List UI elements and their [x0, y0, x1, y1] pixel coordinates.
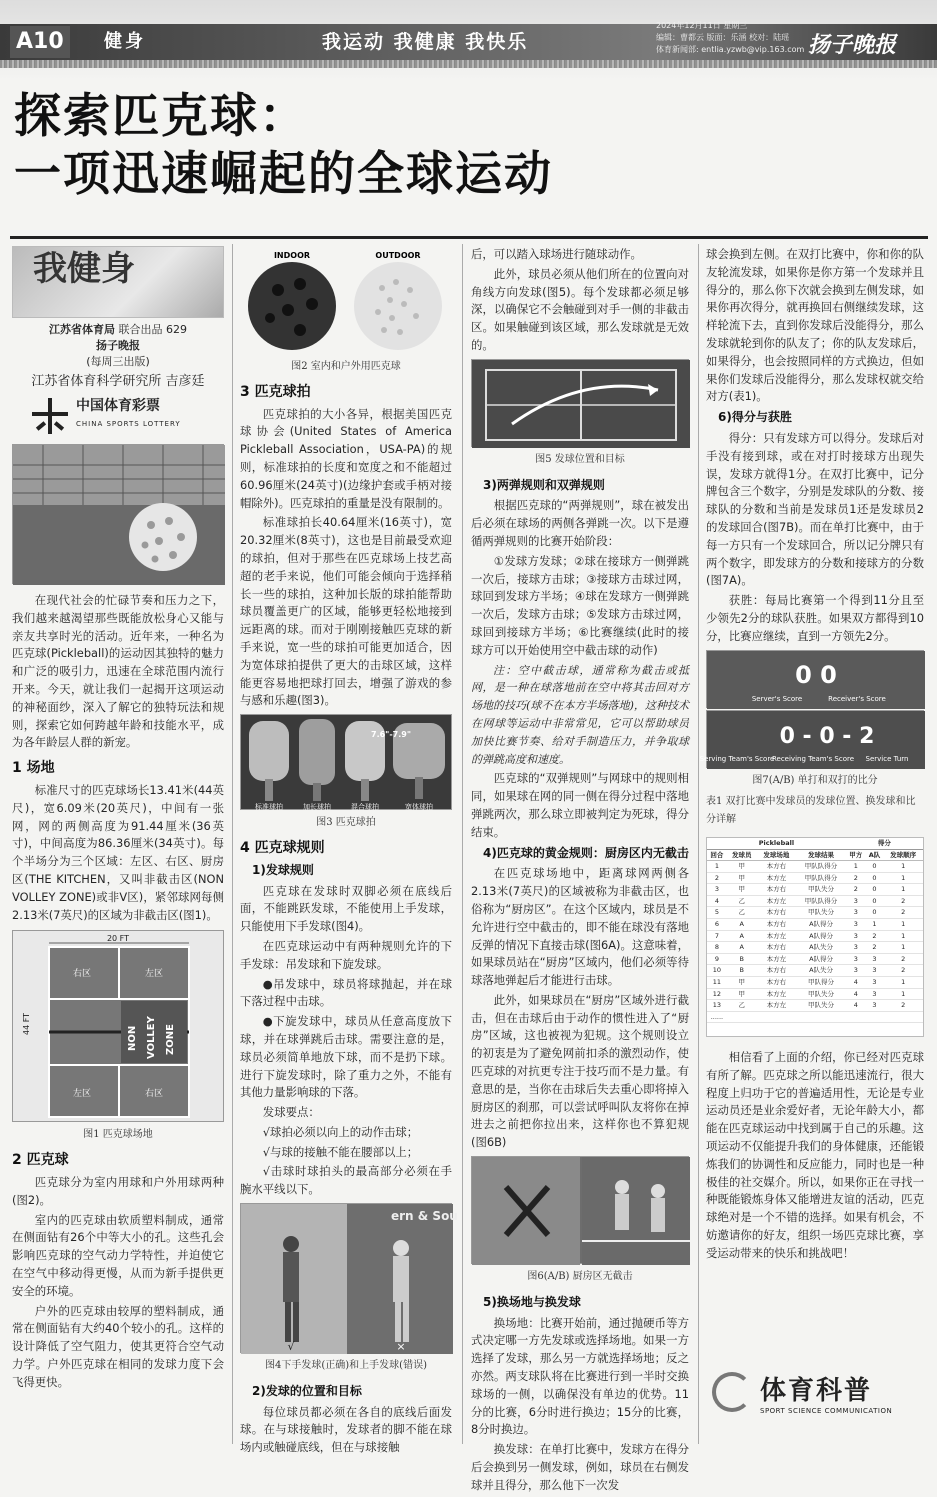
- court-label-left: 左区: [73, 1089, 92, 1100]
- section-1-title: 1 场地: [12, 760, 55, 777]
- table-row: [707, 872, 923, 884]
- rule-3-p2: ①发球方发球；②球在接球方一侧弹跳一次后，接球方击球；③接球方击球过网，球回到发球方半场；④球在发球方一侧弹跳一次后，发球方击球；⑤发球方击球过网，球回到接球方半场；⑥比赛继续(此时的接球方可以开始使用空中截击球的动作): [471, 553, 689, 657]
- table-cell: 本方左: [757, 1000, 797, 1012]
- rule-1-p7: √与球的接触不能在腰部以上；: [262, 1144, 419, 1159]
- rule-6-p1: 得分：只有发球方可以得分。发球后对手没有接到球，或在对打时接球方出现失误，发球方就得1分。在双打比赛中，记分牌包含三个数字，分别是发球队的分数、接球队的分数和当前是发球员1还是发球员2的发球回合(图7B)。而在单打比赛中，由于每一方只有一个发球回合，所以记分牌只有两个数字，即发球方的分数和接球方的分数(图7A)。: [706, 430, 924, 588]
- section-3-title: 3 匹克球拍: [240, 383, 311, 400]
- court-label-right: 右区: [145, 1089, 164, 1100]
- table-cell: 1: [883, 942, 923, 954]
- table-cell: 甲队队得分: [796, 861, 846, 873]
- singles-score: 0 0: [795, 660, 837, 689]
- rule-1-p3: ●吊发球中，球员将球抛起，并在球下落过程中击球。: [240, 976, 452, 1009]
- table-cell: 1: [707, 861, 727, 873]
- headline-line1: 探索匹克球：: [14, 89, 308, 144]
- author: 江苏省体育科学研究所 吉彦廷: [31, 374, 205, 389]
- doubles-score-middle: Receiving Team's Score: [771, 754, 855, 763]
- serve-photo-sign: ern & Sou: [391, 1209, 458, 1224]
- rule-2-p2: 此外，球员必须从他们所在的位置向对角线方向发球(图5)。每个发球都必须足够深，以确保它不会触碰到对手一侧的非截击区。如果触碰到该区域，那么发球就是无效的。: [471, 266, 689, 352]
- court-width-label: 20 FT: [106, 934, 130, 944]
- table-row: [707, 907, 923, 919]
- table-cell: A队得分: [796, 953, 846, 965]
- figure-4-caption: 图4下手发球(正确)和上手发球(错误): [265, 1360, 427, 1372]
- table-cell: 3: [846, 907, 866, 919]
- column-divider: [232, 244, 233, 1444]
- rule-1-p5: 发球要点：: [262, 1105, 320, 1120]
- table-cell: 2: [866, 942, 884, 954]
- sport-science-icon: [712, 1372, 752, 1412]
- table-cell: 甲队队得分: [796, 872, 846, 884]
- table-cell: 1: [883, 861, 923, 873]
- table-cell: 11: [707, 977, 727, 989]
- table-cell: 3: [846, 895, 866, 907]
- lottery-name-cn: 中国体育彩票: [76, 398, 160, 415]
- nvz-label-1: NON: [127, 1026, 138, 1052]
- figure-5-caption: 图5 发球位置和目标: [535, 453, 625, 465]
- table-cell: [757, 1011, 797, 1023]
- table-cell: 甲队失分: [796, 884, 846, 896]
- section-2-p2: 室内的匹克球由软质塑料制成，通常在侧面钻有26个中等大小的孔。这些孔会影响匹克球的空气动力学特性，并迫使它在空气中移动得更慢，从而为新手提供更安全的环境。: [12, 1212, 224, 1298]
- table-header-cell: 发球顺序: [883, 849, 923, 861]
- singles-score-right: Receiver's Score: [828, 694, 886, 703]
- table-header-cell: 发球员: [727, 849, 757, 861]
- table-cell: 1: [883, 884, 923, 896]
- table-cell: 12: [707, 988, 727, 1000]
- outro-paragraph: 相信看了上面的介绍，你已经对匹克球有所了解。匹克球之所以能迅速流行，很大程度上归功于它的普遍适用性，无论是专业运动员还是业余爱好者，无论年龄大小，都能在匹克球运动中找到属于自己的乐趣。这项运动不仅能提升我们的身体健康，还能锻炼我们的协调性和反应能力，同时也是一种极佳的社交媒介。所以，如果你正在寻找一种既能锻炼身体又能增进友谊的活动，匹克球绝对是一个不错的选择。如果有机会，不妨邀请你的好友，组织一场匹克球比赛，享受运动带来的快乐和挑战吧！: [706, 1049, 924, 1260]
- table-cell: A: [727, 919, 757, 931]
- figure-3-caption: 图3 匹克球拍: [316, 817, 376, 829]
- rule-1-p2: 在匹克球运动中有两种规则允许的下手发球：吊发球和下旋发球。: [240, 938, 452, 971]
- table-header-cell: 发球结果: [796, 849, 846, 861]
- newspaper-logo: 扬子晚报: [808, 32, 897, 58]
- table-row: [707, 965, 923, 977]
- serve-wrong-mark: ×: [396, 1340, 406, 1354]
- table-cell: 甲队失分: [796, 988, 846, 1000]
- table-row: [707, 977, 923, 989]
- table-cell: 本方右: [757, 884, 797, 896]
- section-2-title: 2 匹克球: [12, 1152, 69, 1169]
- table-cell: 本方左: [757, 895, 797, 907]
- rule-5-p2: 换发球：在单打比赛中，发球方在得分后会换到另一侧发球，例如，球员在右侧发球并且得分，那么他下一次发: [471, 1442, 689, 1492]
- table-row: [707, 861, 923, 873]
- brand-logo: [12, 246, 224, 318]
- table-cell: A: [727, 942, 757, 954]
- table-row: [707, 942, 923, 954]
- table-row: [707, 1000, 923, 1012]
- table-cell: 2: [883, 1000, 923, 1012]
- table-cell: 甲: [727, 872, 757, 884]
- editors: 编辑：曹都云 版面：乐涵 校对：陆瑶: [656, 33, 790, 42]
- table-cell: 本方右: [757, 965, 797, 977]
- table-cell: 甲: [727, 977, 757, 989]
- table-score-head: 得分: [846, 838, 923, 849]
- table-cell: 8: [707, 942, 727, 954]
- paddle-label-long: 加长球拍: [303, 803, 331, 812]
- outdoor-label: OUTDOOR: [375, 251, 421, 260]
- rule-5-p1: 换场地：比赛开始前，通过抛硬币等方式决定哪一方先发球或选择场地。如果一方选择了发球，那么另一方就选择场地；反之亦然。两支球队将在比赛进行到一半时交换球场的一侧，以确保没有单边的优势。11分的比赛，6分时进行换边；15分的比赛，8分时换边。: [471, 1315, 689, 1437]
- court-label-right: 右区: [73, 969, 92, 980]
- table-cell: 13: [707, 1000, 727, 1012]
- table-header-cell: 回合: [707, 849, 727, 861]
- table-cell: 本方左: [757, 930, 797, 942]
- table-cell: 1: [883, 872, 923, 884]
- intro-paragraph: 在现代社会的忙碌节奏和压力之下，我们越来越渴望那些既能放松身心又能与亲友共享时光的活动。近年来，一种名为匹克球(Pickleball)的运动因其独特的魅力和广泛的吸引力，迅速在全球范围内流行开来。今天，就让我们一起揭开这项运动的神秘面纱，深入了解它的独特玩法和规则，探索它如何跨越年龄和技能水平，成为各年龄层人群的新宠。: [12, 593, 224, 750]
- serve-correct-mark: √: [287, 1340, 295, 1354]
- column-4: [699, 246, 924, 1264]
- rule-2-title: 2)发球的位置和目标: [252, 1383, 362, 1398]
- table-row: [707, 884, 923, 896]
- table-cell: 9: [707, 953, 727, 965]
- serve-table: [706, 837, 924, 1037]
- kitchen-photos: [471, 1156, 689, 1264]
- table-cell: A队得分: [796, 930, 846, 942]
- issue-date: 2024年12月11日 星期三: [656, 21, 748, 30]
- singles-score-left: Server's Score: [751, 694, 803, 703]
- table-cell: 3: [846, 942, 866, 954]
- nvz-label-3: ZONE: [165, 1024, 176, 1056]
- rule-6-p2: 获胜：每局比赛第一个得到11分且至少领先2分的球队获胜。如果双方都得到10分，比赛应继续，直到一方领先2分。: [706, 593, 924, 643]
- doubles-score-photo: [699, 710, 924, 768]
- table-cell: 0: [866, 884, 884, 896]
- section-name: 健身: [104, 31, 146, 52]
- paddles-photo: [240, 714, 452, 810]
- column-1: [12, 246, 224, 1394]
- table-cell: B: [727, 965, 757, 977]
- sport-science-en: SPORT SCIENCE COMMUNICATION: [760, 1406, 893, 1415]
- edition-note: (每周三出版): [86, 355, 150, 368]
- table-cell: 7: [707, 930, 727, 942]
- paddle-label-wide: 宽体球拍: [405, 803, 433, 812]
- partners: [12, 322, 224, 370]
- table-cell: 乙: [727, 1000, 757, 1012]
- table-cell: 本方左: [757, 872, 797, 884]
- rule-5-continued: 球会换到左侧。在双打比赛中，你和你的队友轮流发球，如果你是你方第一个发球并且得分的，那么你下次就会换到左侧发球，如果你再次得分，就再换回右侧继续发球，这样轮流下去，直到你发球后没能得分，那么发球就轮到你的队友了；你的队友发球后，如果得分，也会按照同样的方式换边，但如果你们发球后没能得分，那么发球权就交给对方(表1)。: [706, 247, 924, 404]
- table-cell: 2: [883, 895, 923, 907]
- rule-4-title: 4)匹克球的黄金规则：厨房区内无截击: [483, 845, 689, 860]
- table-cell: 3: [846, 953, 866, 965]
- table-cell: 本方右: [757, 907, 797, 919]
- table-cell: 本方左: [757, 953, 797, 965]
- table-cell: 3: [707, 884, 727, 896]
- partner-sports-bureau: 江苏省体育局: [49, 323, 115, 336]
- rule-1-p4: ●下旋发球中，球员从任意高度放下球，并在球弹跳后击球。需要注意的是，球员必须简单地放下球，而不是扔下球。进行下旋发球时，除了重力之外，不能有其他力量影响球的下落。: [240, 1014, 452, 1100]
- table-cell: 4: [846, 988, 866, 1000]
- table-cell: 甲队失分: [796, 1000, 846, 1012]
- table-cell: 0: [866, 907, 884, 919]
- table-cell: 1: [846, 861, 866, 873]
- table-cell: 10: [707, 965, 727, 977]
- table-cell: 1: [883, 919, 923, 931]
- brand-title: 我健身: [33, 249, 135, 289]
- table-cell: 本方左: [757, 988, 797, 1000]
- indoor-label: INDOOR: [273, 251, 311, 260]
- section-4-title: 4 匹克球规则: [240, 839, 325, 856]
- table-cell: 3: [846, 919, 866, 931]
- lottery-logo: [32, 394, 224, 438]
- table-cell: 1: [883, 977, 923, 989]
- headline: [14, 88, 553, 204]
- singles-score-photo: [706, 650, 924, 708]
- table-cell: 3: [866, 977, 884, 989]
- headline-line2: 一项迅速崛起的全球运动: [14, 147, 553, 202]
- table-cell: 3: [846, 965, 866, 977]
- table-cell: 本方右: [757, 977, 797, 989]
- table-cell: [846, 1011, 866, 1023]
- rule-2-continued: 后，可以踏入球场进行随球动作。: [471, 247, 642, 261]
- table-cell: 本方右: [757, 919, 797, 931]
- table-cell: 2: [866, 930, 884, 942]
- figure-2-caption: 图2 室内和户外用匹克球: [291, 361, 401, 372]
- table-header-cell: A队: [866, 849, 884, 861]
- table-row: [707, 988, 923, 1000]
- table-cell: 2: [846, 884, 866, 896]
- table-cell: 2: [883, 965, 923, 977]
- table-cell: 2: [883, 907, 923, 919]
- table-row: [707, 895, 923, 907]
- doubles-score-right: Service Turn: [865, 754, 909, 763]
- court-label-left: 左区: [145, 969, 164, 980]
- rule-1-p1: 匹克球在发球时双脚必须在底线后面，不能跳跃发球，不能使用上手发球，只能使用下手发球(图4)。: [240, 883, 452, 934]
- table-cell: 甲队得分: [796, 977, 846, 989]
- serve-target-photo: [471, 359, 689, 447]
- table-cell: 4: [846, 1000, 866, 1012]
- section-2-p3: 户外的匹克球由较厚的塑料制成，通常在侧面钻有大约40个较小的孔。这样的设计降低了空气阻力，使其更符合空气动力学。户外匹克球在相同的发球力度下会飞得更快。: [12, 1303, 224, 1389]
- table-cell: 2: [883, 953, 923, 965]
- table-title: Pickleball: [707, 838, 846, 849]
- lottery-star-icon: [32, 398, 68, 434]
- court-length-label: 44 FT: [22, 1013, 31, 1036]
- slogan: 我运动 我健康 我快乐: [322, 31, 529, 53]
- table-cell: 6: [707, 919, 727, 931]
- table-row: [707, 919, 923, 931]
- partner-newspaper: 扬子晚报: [96, 339, 140, 352]
- table-header-cell: 甲方: [846, 849, 866, 861]
- email: 体育新闻部: entlia.yzwb@vip.163.com: [656, 45, 805, 54]
- doubles-score-left: Serving Team's Score: [699, 754, 775, 763]
- rule-1-title: 1)发球规则: [252, 862, 314, 877]
- section-3-p1: 匹克球拍的大小各异，根据美国匹克球协会(United States of America Pickleball Association，USA-PA)的规则，标准球拍的长度和宽度之和不能超过60.96厘米(24英寸)(边缘护套或手柄对接帽除外)。匹克球拍的重量是没有限制的。: [240, 406, 452, 510]
- rule-6-title: 6)得分与获胜: [718, 410, 792, 425]
- doubles-score: 0 - 0 - 2: [779, 723, 875, 749]
- table-cell: A: [727, 930, 757, 942]
- table-cell: 3: [866, 953, 884, 965]
- sport-science-cn: 体育科普: [760, 1375, 873, 1406]
- table-cell: [727, 1011, 757, 1023]
- rule-1-p6: √球拍必须以向上的动作击球；: [262, 1124, 419, 1139]
- table-cell: 3: [846, 930, 866, 942]
- nvz-label-2: VOLLEY: [146, 1016, 157, 1060]
- table-cell: 乙: [727, 907, 757, 919]
- court-diagram: [12, 930, 224, 1122]
- column-3: [471, 246, 689, 1497]
- rule-4-p2: 此外，如果球员在“厨房”区域外进行截击，但在击球后由于动作的惯性进入了“厨房”区域，这也被视为犯规。这个规则设立的初衷是为了避免网前扣杀的激烈动作，使匹克球的对抗更专注于技巧而不是力量。有意思的是，当你在击球后失去重心即将掉入厨房区的刹那，可以尝试呼叫队友将你在掉进去之前把你拉出来，这样你也不算犯规(图6B): [471, 992, 689, 1150]
- table-cell: 4: [707, 895, 727, 907]
- table-header-cell: 发球场地: [757, 849, 797, 861]
- rule-5-title: 5)换场地与换发球: [483, 1294, 581, 1309]
- indoor-outdoor-balls: [240, 246, 452, 354]
- table-cell: 2: [846, 872, 866, 884]
- table-cell: 甲: [727, 988, 757, 1000]
- pickleball-photo: [12, 444, 224, 584]
- table-cell: A队得分: [796, 919, 846, 931]
- table-cell: 乙: [727, 895, 757, 907]
- rule-3-title: 3)两弹规则和双弹规则: [483, 477, 605, 492]
- table-cell: 0: [866, 895, 884, 907]
- table-cell: A队失分: [796, 965, 846, 977]
- table-cell: 甲: [727, 861, 757, 873]
- section-2-p1: 匹克球分为室内用球和户外用球两种(图2)。: [12, 1174, 224, 1207]
- table-cell: 0: [866, 861, 884, 873]
- table-cell: 3: [866, 988, 884, 1000]
- rule-3-p3: 匹克球的“双弹规则”与网球中的规则相同，如果球在网的同一侧在得分过程中落地弹跳两次，那么球立即被判定为死球，得分结束。: [471, 771, 689, 839]
- table-cell: 1: [883, 988, 923, 1000]
- serve-photos: [240, 1203, 458, 1354]
- paddle-label-standard: 标准球拍: [255, 803, 283, 812]
- table-row: [707, 1011, 923, 1023]
- rule-1-p8: √击球时球拍头的最高部分必须在手腕水平线以下。: [240, 1164, 452, 1197]
- table-cell: 2: [707, 872, 727, 884]
- table-cell: 0: [866, 872, 884, 884]
- column-divider: [698, 244, 699, 1444]
- section-3-p2: 标准球拍长40.64厘米(16英寸)，宽20.32厘米(8英寸)，这也是目前最受欢迎的球拍，但对于那些在匹克球场上技艺高超的老手来说，他们可能会倾向于选择稍长一些的球拍，这种加长版的球拍能帮助球员覆盖更广的区域，能够更轻松地接到远距离的球。而对于刚刚接触匹克球的新手来说，宽一些的球拍可能更加适合，因为宽体球拍提供了更大的击球区域，这样能更容易地把球打回去，增强了游戏的参与感和乐趣(图3)。: [240, 515, 452, 708]
- table-cell: 5: [707, 907, 727, 919]
- table-header-row: [707, 849, 923, 861]
- page-number: A10: [10, 26, 70, 58]
- rule-3-note: 注：空中截击球，通常称为截击或抵网，是一种在球落地前在空中将其击回对方场地的技巧(球不在本方半场落地)，这种技术在网球等运动中非常常见，它可以帮助球员加快比赛节奏、给对手制造压力，并争取球的弹跳高度和速度。: [471, 663, 689, 766]
- table-cell: 甲队失分: [796, 907, 846, 919]
- figure-6-caption: 图6(A/B) 厨房区无截击: [527, 1271, 633, 1283]
- masthead-grass: [0, 60, 937, 68]
- column-divider: [462, 244, 463, 1444]
- rule-3-p1: 根据匹克球的“两弹规则”，球在被发出后必须在球场的两侧各弹跳一次。以下是遵循两弹规则的比赛开始阶段：: [471, 498, 689, 548]
- column-2: [240, 246, 458, 1459]
- table-cell: 本方右: [757, 942, 797, 954]
- table-cell: 甲队队得分: [796, 895, 846, 907]
- table-cell: 3: [866, 1000, 884, 1012]
- table-row: [707, 953, 923, 965]
- rule-2-p1: 每位球员都必须在各自的底线后面发球。在与球接触时，发球者的脚不能在球场内或触碰底线，但在与球接触: [240, 1404, 452, 1455]
- table-cell: 1: [883, 930, 923, 942]
- partners-joint: 联合出品: [118, 323, 163, 336]
- headline-rule: [10, 236, 928, 239]
- table-cell: [866, 1011, 884, 1023]
- lottery-name-en: CHINA SPORTS LOTTERY: [76, 420, 181, 428]
- issue-number: 629: [166, 323, 187, 336]
- table-cell: B: [727, 953, 757, 965]
- serve-table-grid: [707, 838, 923, 1024]
- paddle-size-label: 7.6"-7.9": [371, 730, 411, 740]
- table-cell: ......: [707, 1011, 727, 1023]
- table-cell: 1: [866, 919, 884, 931]
- figure-7-caption: 图7(A/B) 单打和双打的比分: [752, 774, 878, 786]
- table-cell: 3: [866, 965, 884, 977]
- section-1-text: 标准尺寸的匹克球场长13.41米(44英尺)，宽6.09米(20英尺)，中间有一张网，网的两侧高度为91.44厘米(36英寸)，中间高度为86.36厘米(34英寸)。每个半场分为三个区域：左区、右区、厨房区(THE KITCHEN，又叫非截击区(NON VOLLEY ZONE)或非V区)，紧邻球网每侧2.13米(7英尺)的区域为非截击区(图1)。: [12, 782, 224, 922]
- table-cell: [883, 1011, 923, 1023]
- table-1-caption: 表1 双打比赛中发球员的发球位置、换发球和比分详解: [706, 796, 916, 826]
- table-body: [707, 861, 923, 1023]
- figure-1-caption: 图1 匹克球场地: [83, 1129, 153, 1141]
- table-cell: [796, 1011, 846, 1023]
- table-cell: A队失分: [796, 942, 846, 954]
- table-cell: 甲: [727, 884, 757, 896]
- paddle-label-hybrid: 混合球拍: [351, 803, 379, 812]
- table-cell: 本方右: [757, 861, 797, 873]
- table-cell: 4: [846, 977, 866, 989]
- sport-science-logo: [712, 1364, 924, 1420]
- table-row: [707, 930, 923, 942]
- rule-4-p1: 在匹克球场地中，距离球网两侧各2.13米(7英尺)的区域被称为非截击区，也俗称为“厨房区”。在这个区域内，球员是不允许进行空中截击的，即不能在球没有落地反弹的情况下直接击球(图6A)。这意味着，如果球员站在“厨房”区域内，他们必须等待球落地弹起后才能进行击球。: [471, 866, 689, 988]
